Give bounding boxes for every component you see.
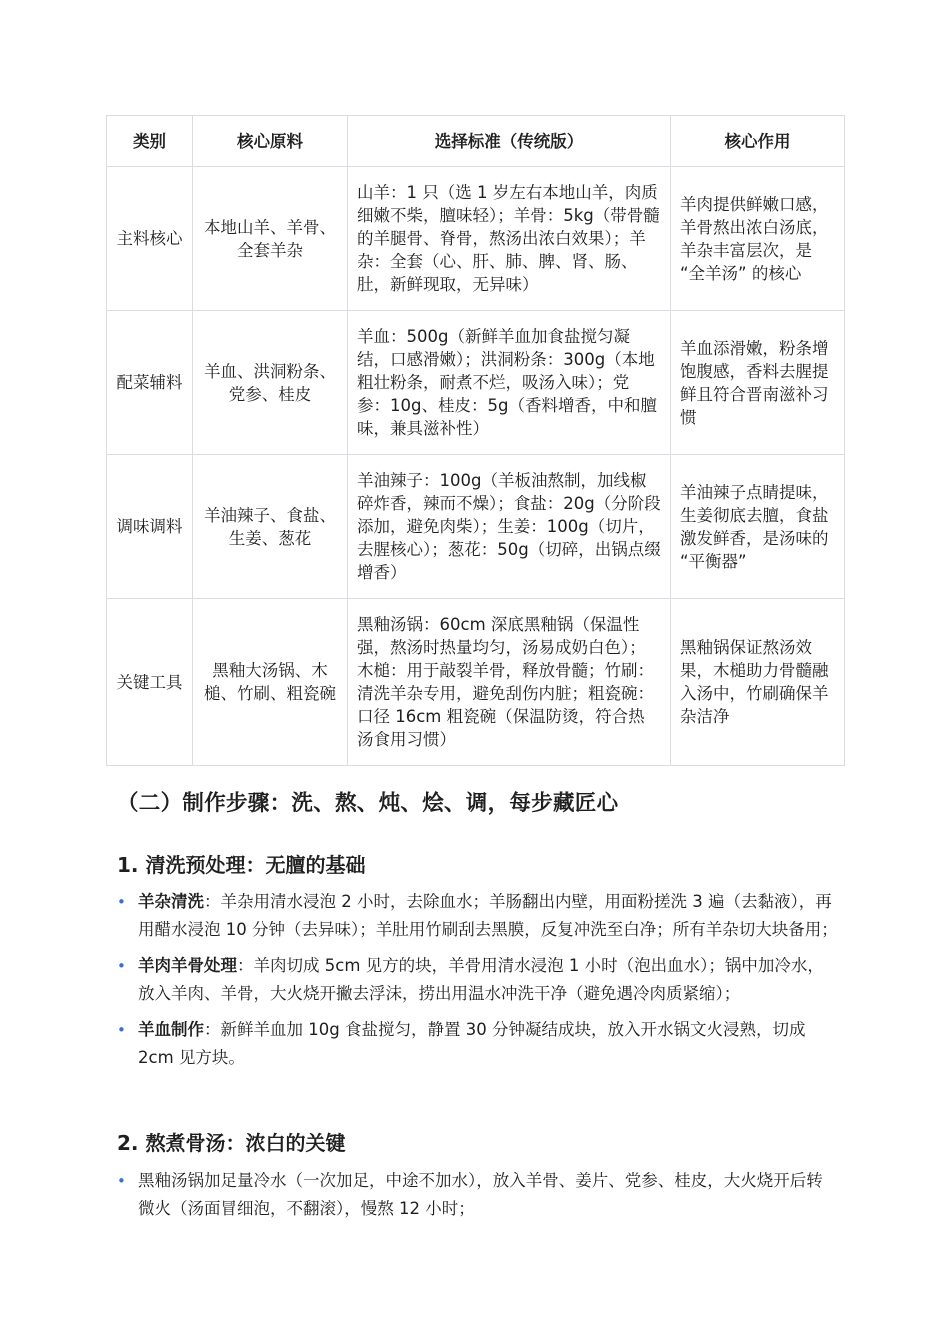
bullet-icon: •: [117, 1172, 126, 1190]
cell-role: 羊油辣子点睛提味，生姜彻底去膻，食盐激发鲜香，是汤味的 “平衡器”: [671, 455, 845, 599]
item-label: 羊杂清洗: [138, 892, 204, 911]
table-row: [107, 311, 845, 455]
step2-list: [117, 1167, 839, 1231]
table-header-row: [107, 116, 845, 167]
list-item: [117, 1167, 839, 1223]
bullet-icon: •: [117, 957, 126, 975]
list-item: [117, 952, 839, 1008]
list-item: [117, 888, 839, 944]
item-text: 黑釉汤锅加足量冷水（一次加足，中途不加水），放入羊骨、姜片、党参、桂皮，大火烧开后转微火（汤面冒细泡，不翻滚），慢熬 12 小时；: [138, 1171, 823, 1218]
header-category: 类别: [107, 116, 193, 167]
header-selection-standard: 选择标准（传统版）: [348, 116, 671, 167]
table-row: [107, 167, 845, 311]
step1-list: [117, 888, 839, 1080]
cell-role: 黑釉锅保证熬汤效果，木槌助力骨髓融入汤中，竹刷确保羊杂洁净: [671, 599, 845, 766]
header-core-ingredients: 核心原料: [193, 116, 348, 167]
table-row: [107, 599, 845, 766]
cell-core: 羊油辣子、食盐、生姜、葱花: [193, 455, 348, 599]
step2-title: 2. 熬煮骨汤：浓白的关键: [117, 1131, 346, 1155]
cell-standard: 羊油辣子：100g（羊板油熬制，加线椒碎炸香，辣而不燥）；食盐：20g（分阶段添加，避免肉柴）；生姜：100g（切片，去腥核心）；葱花：50g（切碎，出锅点缀增香）: [348, 455, 671, 599]
step1-title: 1. 清洗预处理：无膻的基础: [117, 853, 366, 877]
item-text: ：新鲜羊血加 10g 食盐搅匀，静置 30 分钟凝结成块，放入开水锅文火浸熟，切成 2cm 见方块。: [138, 1020, 806, 1067]
header-core-role: 核心作用: [671, 116, 845, 167]
bullet-icon: •: [117, 1021, 126, 1039]
item-label: 羊肉羊骨处理: [138, 956, 237, 975]
ingredients-table: [106, 115, 845, 766]
cell-category: 主料核心: [107, 167, 193, 311]
cell-category: 调味调料: [107, 455, 193, 599]
cell-core: 羊血、洪洞粉条、党参、桂皮: [193, 311, 348, 455]
table-row: [107, 455, 845, 599]
cell-standard: 黑釉汤锅：60cm 深底黑釉锅（保温性强，熬汤时热量均匀，汤易成奶白色）；木槌：用于敲裂羊骨，释放骨髓；竹刷：清洗羊杂专用，避免刮伤内脏；粗瓷碗：口径 16cm 粗瓷碗（保温防烫，符合热汤食用习惯）: [348, 599, 671, 766]
cell-category: 关键工具: [107, 599, 193, 766]
item-label: 羊血制作: [138, 1020, 204, 1039]
list-item: [117, 1016, 839, 1072]
cell-role: 羊血添滑嫩，粉条增饱腹感，香料去腥提鲜且符合晋南滋补习惯: [671, 311, 845, 455]
item-text: ：羊杂用清水浸泡 2 小时，去除血水；羊肠翻出内壁，用面粉搓洗 3 遍（去黏液），再用醋水浸泡 10 分钟（去异味）；羊肚用竹刷刮去黑膜，反复冲洗至白净；所有羊杂切大块备用；: [138, 892, 838, 939]
cell-role: 羊肉提供鲜嫩口感，羊骨熬出浓白汤底，羊杂丰富层次，是 “全羊汤” 的核心: [671, 167, 845, 311]
cell-category: 配菜辅料: [107, 311, 193, 455]
bullet-icon: •: [117, 893, 126, 911]
item-text: ：羊肉切成 5cm 见方的块，羊骨用清水浸泡 1 小时（泡出血水）；锅中加冷水，放入羊肉、羊骨，大火烧开撇去浮沫，捞出用温水冲洗干净（避免遇冷肉质紧缩）；: [138, 956, 824, 1003]
section-title: （二）制作步骤：洗、熬、炖、烩、调，每步藏匠心: [117, 791, 619, 816]
cell-core: 黑釉大汤锅、木槌、竹刷、粗瓷碗: [193, 599, 348, 766]
cell-standard: 羊血：500g（新鲜羊血加食盐搅匀凝结，口感滑嫩）；洪洞粉条：300g（本地粗壮粉条，耐煮不烂，吸汤入味）；党参：10g、桂皮：5g（香料增香，中和膻味，兼具滋补性）: [348, 311, 671, 455]
cell-standard: 山羊：1 只（选 1 岁左右本地山羊，肉质细嫩不柴，膻味轻）；羊骨：5kg（带骨髓的羊腿骨、脊骨，熬汤出浓白效果）；羊杂：全套（心、肝、肺、脾、肾、肠、肚，新鲜现取，无异味）: [348, 167, 671, 311]
cell-core: 本地山羊、羊骨、全套羊杂: [193, 167, 348, 311]
